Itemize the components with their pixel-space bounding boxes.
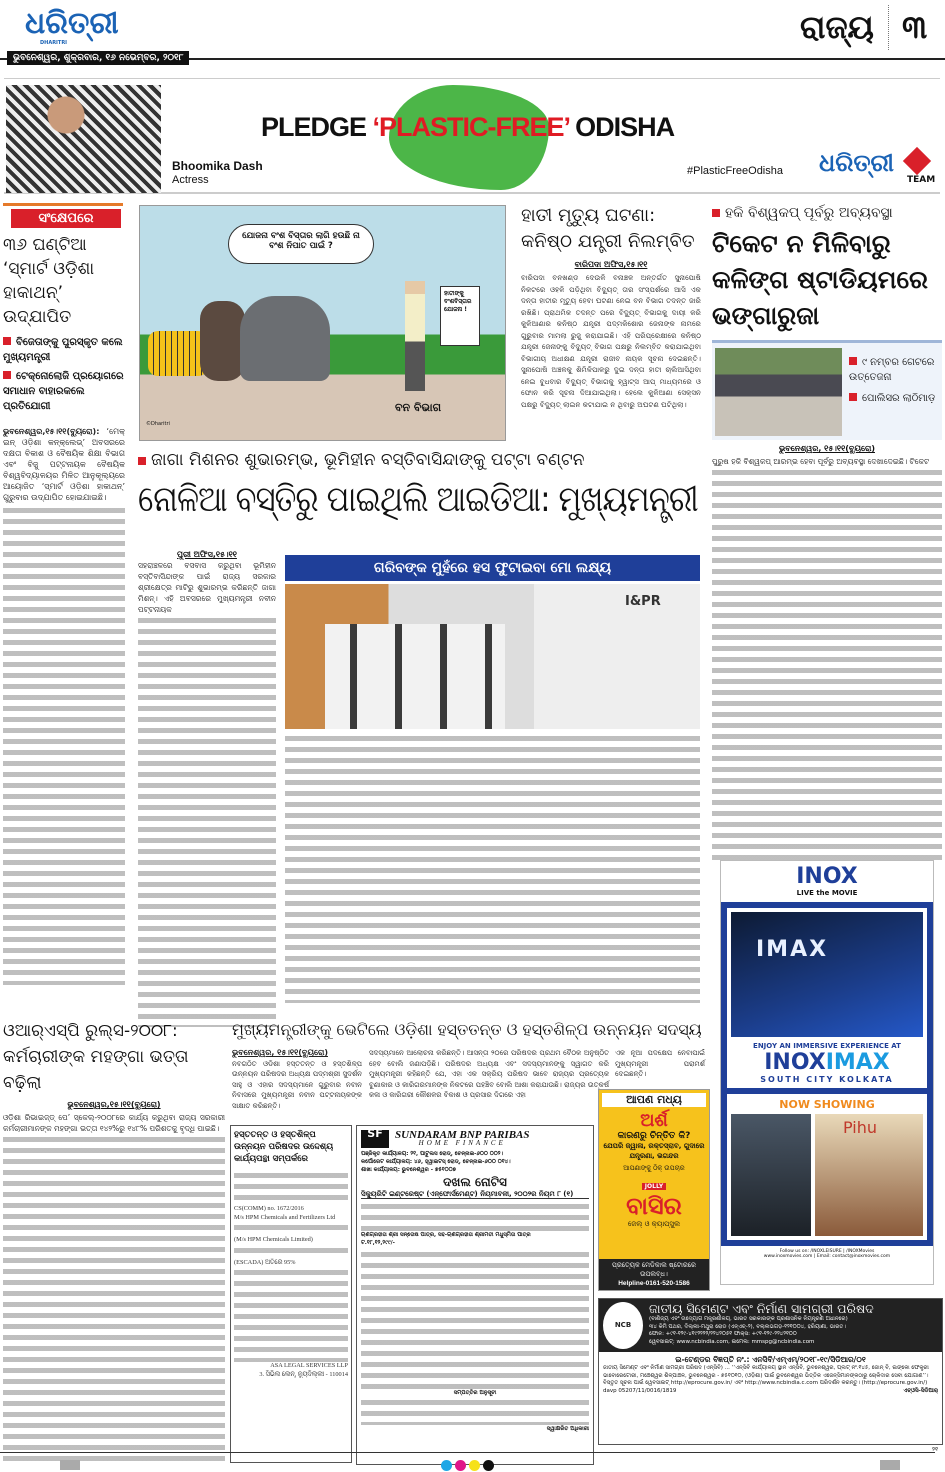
- sundaram-sub: HOME FINANCE: [418, 1139, 506, 1147]
- stadium-photo: [715, 348, 842, 436]
- inox-follow: Follow us on: /INOXLEISURE | /INOXMovies: [779, 1249, 875, 1254]
- main-headline: ନୋଳିଆ ବସ୍ତିରୁ ପାଇଥିଲି ଆଇଡିଆ: ମୁଖ୍ୟମନ୍ତ୍ରୀ: [138, 479, 698, 520]
- availability: ପ୍ରତ୍ୟେକ ମେଡିକାଲ ଷ୍ଟୋରରେ ଉପଲବ୍ଧ।: [611, 1261, 696, 1278]
- elephant-story: [521, 203, 701, 443]
- inox-tagline: LIVE the MOVIE: [796, 889, 858, 897]
- brief-bullet: ବିଜେତାଙ୍କୁ ପୁରସ୍କୃତ କଲେ ମୁଖ୍ୟମନ୍ତ୍ରୀ: [3, 337, 123, 363]
- ncb-tender-ad: [598, 1298, 943, 1445]
- cartoon-credit: ©Dharitri: [146, 421, 170, 427]
- cartoon-caption: ବନ ବିଭାଗ: [395, 401, 442, 414]
- schedule-heading: ସମ୍ପତ୍ତିର ଅନୁସୂଚୀ: [453, 1390, 497, 1396]
- pledge-line: [261, 112, 674, 143]
- tiger-figure: [148, 331, 208, 376]
- sundaram-brand: SUNDARAM BNP PARIBAS: [395, 1129, 530, 1141]
- movie-poster-fantastic-beasts[interactable]: [731, 1114, 811, 1236]
- davp-code: davp 05207/11/0016/1819: [603, 1387, 677, 1394]
- inox-text: INOX: [764, 1050, 826, 1075]
- gray-mark: [60, 1460, 80, 1470]
- main-body-continued: [138, 615, 276, 1027]
- legal-notice: [230, 1125, 352, 1463]
- page-number: ୩: [902, 8, 928, 46]
- dateline: ଭୁବନେଶ୍ୱର,୧୫।୧୧(ବ୍ୟୁରୋ):: [3, 427, 100, 436]
- enjoy-text: ENJOY AN IMMERSIVE EXPERIENCE AT: [753, 1042, 901, 1050]
- trademark: (ESCADA) ଅତିରେ 95%: [234, 1258, 296, 1266]
- hockey-bullet: ୯ ନମ୍ବର ଗେଟରେ ଉତ୍ତେଜନା: [849, 357, 935, 383]
- plastic-free-text: ‘PLASTIC-FREE’: [372, 112, 569, 142]
- jolly-brand: JOLLY: [642, 1183, 666, 1190]
- main-body-columns: [285, 733, 700, 1003]
- sundaram-notice: [356, 1125, 594, 1465]
- cm-event-photo: [285, 584, 700, 729]
- imax-photo: IMAX: [731, 912, 923, 1037]
- law-firm: ASA LEGAL SERVICES LLP: [270, 1362, 348, 1369]
- team-logo: [903, 147, 931, 175]
- da-headline: ଓଆର୍‌ଏସ୍‌ପି ରୁଲ୍ସ-୨୦୦୮: କର୍ମଚାରୀଙ୍କ ମହଙ୍ଗା ଭତ୍ତା ବଢ଼ିଲା: [3, 1021, 189, 1093]
- speech-bubble: ଯୋଜନା ବଂଶ ବିସ୍ତାର ଲାଗି ହଉଛି ନା ବଂଶ ନିପାତ ପାଇଁ ?: [228, 224, 374, 264]
- banner-logo: ଧରିତ୍ରୀ: [819, 149, 894, 177]
- ambassador-name: Bhoomika Dash: [172, 159, 263, 173]
- brief-body-continued: [3, 505, 125, 985]
- officer-figure: [405, 281, 425, 391]
- plastic-free-banner: [4, 78, 940, 194]
- handicraft-col3: ଏକ ନୂଆ ପଦକ୍ଷେପ ନେବାପାଇଁ ମୁଖ୍ୟମନ୍ତ୍ରୀ ପରାମର୍ଶ ଦେଇଛନ୍ତି।: [615, 1049, 705, 1078]
- notice-rule: ସିକ୍ୟୁରିଟି ଇଣ୍ଟରେଷ୍ଟ (ଏନ୍‌ଫୋର୍ସମେଣ୍ଟ) ନିୟମାବଳୀ, ୨୦୦୨ର ନିୟମ ୮ (୧): [361, 1190, 589, 1199]
- hockey-headline: ଟିକେଟ ନ ମିଳିବାରୁ କଳିଙ୍ଗ ଷ୍ଟାଡିୟମରେ ଭଙ୍ଗାରୁଜା: [712, 229, 928, 330]
- company-1: M/s HPM Chemicals and Fertilizers Ltd: [234, 1213, 336, 1221]
- ipr-sign: I&PR: [625, 594, 661, 609]
- signboard: ହାତୀଙ୍କୁ ବଂଶବିସ୍ତାର ଯୋଜନା !: [440, 286, 480, 346]
- ad-line: କାରଣରୁ ଚିନ୍ତିତ କି?: [617, 1131, 691, 1141]
- odisha-text: ODISHA: [575, 112, 675, 142]
- ambassador-role: Actress: [172, 174, 209, 186]
- dateline: ଭୁବନେଶ୍ୱର, ୧୫।୧୧(ବ୍ୟୁରୋ): [232, 1048, 328, 1057]
- brief-headline: ୩୬ ଘଣ୍ଟିଆ ‘ସ୍ମାର୍ଟ ଓଡ଼ିଶା ହାକାଥନ୍’ ଉଦ୍‌ଯାପିତ: [3, 235, 95, 327]
- brief-body: ‘ମେକ୍ ଇନ୍ ଓଡ଼ିଶା କନ୍‌କ୍ଲେଭ୍’ ଅବସରରେ ଦକ୍ଷତା ବିକାଶ ଓ ବୈଷୟିକ ଶିକ୍ଷା ବିଭାଗ ଏବଂ ବିଜୁ ପଟ୍ଟନାୟକ ବୈଷୟିକ ବିଶ୍ୱବିଦ୍ୟାଳୟର ମିଳିତ ଆନୁକୂଲ୍ୟରେ ଆୟୋଜିତ ‘ସ୍ମାର୍ଟ ଓଡ଼ିଶା ହାକାଥନ୍’ ଗୁରୁବାର ଉଦ୍‌ଯାପିତ ହୋଇଯାଇଛି।: [3, 427, 125, 502]
- ncb-logo: NCB: [603, 1302, 643, 1349]
- brief-column: [3, 203, 125, 1008]
- ncb-address: ୩୪ କିମି ପଥର, ଦିଲ୍ଲୀ-ମଥୁରା ରୋଡ (ଏନ୍‌ଏଚ୍-୨), ବଲ୍ଲଭଗଡ଼-୧୨୧୦୦୪, ହରିୟାଣା, ଭାରତ।: [649, 1323, 846, 1330]
- inox-ad: [720, 860, 934, 1285]
- hockey-bullet: ପୋଲିସର ଲାଠିମାଡ଼: [849, 391, 939, 406]
- brief-label: ସଂକ୍ଷେପରେ: [11, 209, 121, 228]
- section-title: ରାଜ୍ୟ: [800, 8, 874, 46]
- office-address: କର୍ପୋରେଟ କାର୍ଯ୍ୟାଳୟ: ୪୬, ହ୍ୱାଇଟସ୍ ରୋଡ୍, ଚେନ୍ନାଇ-୬୦୦ ୦୧୪।: [361, 1159, 511, 1165]
- actress-photo: [6, 85, 161, 193]
- arsha-ad: [598, 1089, 710, 1291]
- handicraft-headline: ମୁଖ୍ୟମନ୍ତ୍ରୀଙ୍କୁ ଭେଟିଲେ ଓଡ଼ିଶା ହସ୍ତତନ୍ତ ଓ ହସ୍ତଶିଳ୍ପ ଉନ୍ନୟନ ସଦସ୍ୟ: [232, 1020, 702, 1039]
- imax-text: IMAX: [825, 1050, 890, 1075]
- product-type: ଜେଲ୍ ଓ କ୍ୟାପ୍‌ସୁଲ: [627, 1220, 681, 1228]
- tender-links: ବିସ୍ତୃତ ସୂଚନା ପାଇଁ ୱେବସାଇଟ୍ http://eprocure.gov.in/ ଏବଂ http://www.ncbindia.c.com ପରିଦର୍ଶନ କରନ୍ତୁ। (http://eprocure.gov.in/): [603, 1380, 928, 1386]
- movie-poster-pihu[interactable]: Pihu: [815, 1114, 923, 1236]
- case-number: CS(COMM) no. 1672/2016: [234, 1205, 304, 1212]
- amount: ଟ.୧୮,୧୨,୨୯୯/-: [361, 1240, 395, 1246]
- ad-line: ଯେପରି ଜ୍ୱାଳା, ରକ୍ତସ୍ରାବ, ଗୁଦାରେ ଯନ୍ତ୍ରଣା, ଭଗନ୍ଦର: [603, 1142, 705, 1160]
- pledge-text: PLEDGE: [261, 112, 367, 142]
- logo-sub: DHARITRI: [40, 40, 68, 46]
- ncb-phone: ଫୋନ: +୯୧-୧୨୯-୪୧୯୨୨୨୨/୨୨୪୨୦୫୧ ଫାକ୍ସ: +୯୧-୧୨୯-୨୨୪୨୧୦୦: [649, 1331, 797, 1337]
- notice-heading: ଦଖଲ ନୋଟିସ: [443, 1175, 507, 1189]
- dateline: ପୁରୀ ଅଫିସ,୧୫।୧୧: [177, 550, 237, 559]
- ncb-sub: (ବାଣିଜ୍ୟ ଏବଂ ଉଦ୍ୟୋଗ ମନ୍ତ୍ରଣାଳୟ, ଭାରତ ସରକାରଙ୍କ ପ୍ରଶାସନିକ ନିୟନ୍ତ୍ରଣ ଅଧୀନରେ): [649, 1316, 848, 1322]
- elephant-body: ବାରିପଦା ବନଖଣ୍ଡ ଦେଉଳି ବନାଞ୍ଚଳ ଅନ୍ତର୍ଗତ ସୁନାପୋଷି ନିକଟରେ ଓହଳି ପଡ଼ିଥିବା ବିଦ୍ୟୁତ୍ ତାର ସଂସ୍ପର୍ଶରେ ଆସି ଏକ ଦନ୍ତା ହାତୀର ମୃତ୍ୟୁ ହେବା ଘଟଣା ନେଇ ବନ ବିଭାଗ ତଦନ୍ତ ଜାରି ରଖିଛି। ପ୍ରାଥମିକ ତଦନ୍ତ ପରେ ବିଦ୍ୟୁତ୍ ବିଭାଗକୁ ଦାୟୀ କରି କୁଳିଆଣାର କନିଷ୍ଠ ଯନ୍ତ୍ରୀ ପଦ୍ମକିଶୋର ଜେନାଙ୍କ ନାମରେ ଗୁରୁବାର ମାମଲା ରୁଜୁ କରାଯାଇଛି। ଏହି ପରିପ୍ରେକ୍ଷୀରେ କନିଷ୍ଠ ଯନ୍ତ୍ରୀ ଜେନାଙ୍କୁ ବିଦ୍ୟୁତ୍ ବିଭାଗ ପକ୍ଷରୁ ନିଲମ୍ବିତ କରାଯାଇଥିବା ବିଭାଗୀୟ ଅଧୀକ୍ଷଣ ଯନ୍ତ୍ରୀ ରାଜୀବ ନାୟକ ସୂଚନା ଦେଇଛନ୍ତି। ସୁନାପୋଷି ଅଞ୍ଚଳକୁ ଶିମିଳିପାଳରୁ ଦୁଇ ଦନ୍ତା ହାତୀ ଚାଲିଆସିଥିବା ନେଇ ବୁଧବାର ବିଦ୍ୟୁତ୍ ବିଭାଗକୁ ହ୍ୱାଟ୍ସ ଆପ୍ ମାଧ୍ୟମରେ ଓ ଫୋନ କରି ସୂଚନା ଦିଆଯାଇଥିଲା। ହେଲେ କୁଳିଆଣା ସେକ୍ସନ ପକ୍ଷରୁ ବିଦ୍ୟୁତ୍ ଲାଇନ କଟାଯାଇ ନ ଥିବାରୁ ଅଘଟଣ ଘଟିଥିଲା।: [521, 273, 701, 409]
- main-body: ସହରାଞ୍ଚଳରେ ବସବାସ କରୁଥିବା ଭୂମିହୀନ ବସ୍ତିବାସିନ୍ଦାଙ୍କ ପାଇଁ ରାଜ୍ୟ ସରକାର ଶ୍ରୀକ୍ଷେତ୍ର ମାଟିରୁ ଶୁଭାରମ୍ଭ କରିଛନ୍ତି ଜାଗା ମିଶନ୍। ଏହି ଅବସରରେ ମୁଖ୍ୟମନ୍ତ୍ରୀ ନବୀନ ପଟ୍ଟନାୟକ: [138, 561, 276, 614]
- color-registration-marks: [441, 1460, 494, 1471]
- inox-logo: INOX: [796, 864, 858, 889]
- office-address: ଶାଖା କାର୍ଯ୍ୟାଳୟ: ଭୁବନେଶ୍ୱର - ୭୫୧୦୦୭: [361, 1167, 456, 1173]
- tender-number: ଇ-ଟେଣ୍ଡର ବିଜ୍ଞପ୍ତି ନଂ.: ଏନସିବି/ଏମ୍‌ଏମ୍/୨୦୧୮-୧୯/ସିଡିଆର/୦୧: [675, 1355, 866, 1364]
- handicraft-col1: ନବଗଠିତ ଓଡିଶା ହସ୍ତତନ୍ତ ଓ ହସ୍ତଶିଳ୍ପ ଉନ୍ନୟନ ପରିଷଦର ଅଧ୍ୟକ୍ଷ ପଦ୍ମଶ୍ରୀ ସୁଦର୍ଶନ ସାହୁ ଓ ଏହାର ସଦସ୍ୟମାନେ ଗୁରୁବାର ନବୀନ ନିବାସରେ ମୁଖ୍ୟମନ୍ତ୍ରୀ ନବୀନ ପଟ୍ଟନାୟକଙ୍କ ସାକ୍ଷାତ କରିଛନ୍ତି।: [232, 1059, 362, 1110]
- main-story: [138, 450, 700, 1015]
- notice-title: ହସ୍ତତନ୍ତ ଓ ହସ୍ତଶିଳ୍ପ ଉନ୍ନୟନ ପରିଷଦର ଉଦ୍ଦେଶ୍ୟ କାର୍ଯ୍ୟପନ୍ଥା ସମ୍ପର୍କରେ: [234, 1130, 334, 1164]
- dharitri-logo: ଧରିତ୍ରୀ: [25, 6, 119, 41]
- dateline: ଭୁବନେଶ୍ୱର,୧୫।୧୧(ବ୍ୟୁରୋ): [67, 1100, 161, 1109]
- tender-body: ଜାତୀୟ ସିମେଣ୍ଟ ଏବଂ ନିର୍ମାଣ ସାମଗ୍ରୀ ପରିଷଦ (ଏନ୍‌ସିବି) ... ‘‘ଏନ୍‌ସିବି କାର୍ଯ୍ୟାଳୟ ସ୍ଥାନ ଏନ୍‌ସିବି, ଭୁବନେଶ୍ୱର, ପ୍ଲଟ୍ ନଂ.୧୪୫, ଜୋନ୍ ବି, ଇଙ୍କୋ ଫେକ୍ଟ୍ରୀ ଭାବୋରେଟୋରୀ, ମଞ୍ଚେଶ୍ୱର ଶିଳ୍ପାଞ୍ଚଳ, ଭୁବନେଶ୍ୱର - ୭୫୧୦୧୦, (ଓଡ଼ିଶା) ପାଇଁ ଭୁବନେଶ୍ୱର ଭିତ୍ତିକ ଏଜେନ୍ସିମାନଙ୍କଠାରୁ ଚୋକିଦାର ସେବା ଯୋଗାଣ’’।: [603, 1365, 929, 1379]
- quote-bar: ଗରିବଙ୍କ ମୁହଁରେ ହସ ଫୁଟାଇବା ମୋ ଲକ୍ଷ୍ୟ: [285, 555, 700, 581]
- date-bar: ଭୁବନେଶ୍ୱର, ଶୁକ୍ରବାର, ୧୬ ନଭେମ୍ବର, ୨୦୧୮: [7, 51, 189, 65]
- hashtag: #PlasticFreeOdisha: [687, 165, 783, 177]
- inox-web: www.inoxmovies.com | Email: contact@inoxmovies.com: [763, 1254, 891, 1259]
- hockey-kicker: ହକି ବିଶ୍ୱକପ୍ ପୂର୍ବରୁ ଅବ୍ୟବସ୍ଥା: [712, 205, 942, 221]
- ncb-title: ଜାତୀୟ ସିମେଣ୍ଟ ଏବଂ ନିର୍ମାଣ ସାମଗ୍ରୀ ପରିଷଦ: [649, 1301, 874, 1316]
- ncb-web: ୱେବସାଇଟ୍: www.ncbindia.com, ଇମେଲ: mmspg@ncbindia.com: [649, 1338, 815, 1345]
- masthead: [0, 0, 945, 70]
- ad-line: ଆପଣ ମଧ୍ୟ: [602, 1093, 706, 1107]
- helpline: Helpline-0161-520-1586: [618, 1280, 690, 1287]
- elephant-figure: [240, 296, 330, 381]
- page-code: ୨୧: [932, 1446, 939, 1453]
- company-2: (M/s HPM Chemicals Limited): [234, 1236, 313, 1243]
- signatory: ସ୍ୱାକ୍ଷରିତ ଅଧିକାରୀ: [546, 1426, 589, 1432]
- product-name: ବାସିର: [626, 1192, 682, 1220]
- ad-line: ଆପଣାଙ୍କୁ ଠିକ୍ ଉପଚାର: [623, 1164, 685, 1172]
- team-label: TEAM: [907, 175, 936, 185]
- bear-figure: [200, 301, 245, 381]
- borrower: ଋଣଗ୍ରହୀତା ଶ୍ରୀ ସନ୍ତୋଷ ପାତ୍ର, ସହ-ଋଣଗ୍ରହୀତା ଶ୍ରୀମତୀ ମଧୁସ୍ମିତା ପାତ୍ର: [361, 1232, 531, 1238]
- main-kicker: ଜାଗା ମିଶନର ଶୁଭାରମ୍ଭ, ଭୂମିହୀନ ବସ୍ତିବାସିନ୍ଦାଙ୍କୁ ପଟ୍ଟା ବଣ୍ଟନ: [138, 450, 584, 470]
- hockey-body: ପୁରୁଷ ହକି ବିଶ୍ୱକପ୍ ଆରମ୍ଭ ହେବା ପୂର୍ବରୁ ଅବ୍ୟବସ୍ଥା ଦେଖାଦେଇଛି। ଟିକେଟ: [712, 457, 930, 466]
- hockey-body-continued: [712, 467, 942, 862]
- dateline: ଭୁବନେଶ୍ୱର, ୧୫।୧୧(ବ୍ୟୁରୋ): [779, 444, 875, 453]
- da-body-continued: [3, 1134, 225, 1464]
- handicraft-col2: ସଦସ୍ୟମାନେ ଆଲୋଚନା କରିଛନ୍ତି। ଆସନ୍ତା ୨୦ରେ ପରିଷଦର ପ୍ରଥମ ବୈଠକ ଅନୁଷ୍ଠିତ ହେବ ବୋଲି ଜଣାପଡ଼ିଛି। ପରିଷଦର ଅଧ୍ୟକ୍ଷ ଏବଂ ସଦସ୍ୟମାନଙ୍କୁ ସ୍ୱାଗତ କରି ମୁଖ୍ୟମନ୍ତ୍ରୀ କହିଛନ୍ତି ଯେ, ଏହା ଏକ ସକ୍ରିୟ ପରିଷଦ ଭାବେ ରାଜ୍ୟର ପ୍ରତ୍ୟେକ ବୁଣାକାର ଓ କାରିଗରମାନଙ୍କ ନିକଟରେ ପହଞ୍ଚିବ ବୋଲି ଆଶା କରାଯାଉଛି। ରାଜ୍ୟର ଉତ୍କର୍ଷ କଳା ଓ କାରିଗରୀ କୌଶଳର ବିକାଶ ଓ ପ୍ରସାର ଦିଗରେ ଏହା: [369, 1049, 609, 1099]
- now-showing: NOW SHOWING: [779, 1098, 875, 1111]
- sundaram-logo: SF: [361, 1130, 389, 1148]
- da-story: [3, 1018, 225, 1468]
- elephant-headline: ହାତୀ ମୃତ୍ୟୁ ଘଟଣା: କନିଷ୍ଠ ଯନ୍ତ୍ରୀ ନିଲମ୍ବିତ: [521, 205, 695, 252]
- firm-address: 3. ସିଭିଲ ଲେନ୍, ନ୍ୟୁଦିଲ୍ଲୀ - 110014: [259, 1370, 348, 1378]
- hockey-story: [712, 205, 942, 845]
- dateline: ବାରିପଦା ଅଫିସ,୧୫।୧୧: [574, 260, 648, 269]
- brief-bullet: ଟେକ୍ନୋଲୋଜି ପ୍ରୟୋଗରେ ସମାଧାନ ବାହାରକଲେ ପ୍ରତିଯୋଗୀ: [3, 371, 124, 412]
- gray-mark: [880, 1460, 900, 1470]
- cartoon: [139, 205, 506, 441]
- tender-sign: ଏଚ୍‌ଓସି-ସିଡିଆର୍: [903, 1387, 938, 1394]
- location-text: SOUTH CITY KOLKATA: [760, 1075, 894, 1084]
- office-address: ପଞ୍ଜିକୃତ କାର୍ଯ୍ୟାଳୟ: ୨୧, ପାଟୁଲସ ରୋଡ୍, ଚେନ୍ନାଇ-୬୦୦ ୦୦୨।: [361, 1151, 503, 1157]
- ad-arsha: ଅର୍ଶ: [640, 1110, 668, 1131]
- da-body: ଓଡ଼ିଶା ରିଭାଇଜ୍‌ଡ୍ ପେ’ ସ୍କେଲ୍-୨୦୦୮ରେ କାର୍ଯ୍ୟ କରୁଥିବା ରାଜ୍ୟ ସରକାରୀ କର୍ମଚାରୀମାନଙ୍କ ମହଙ୍ଗା ଭତ୍ତା ୧୪୨%ରୁ ୧୪୮% ପରିଶତକୁ ବୃଦ୍ଧି ପାଇଛି।: [3, 1113, 225, 1133]
